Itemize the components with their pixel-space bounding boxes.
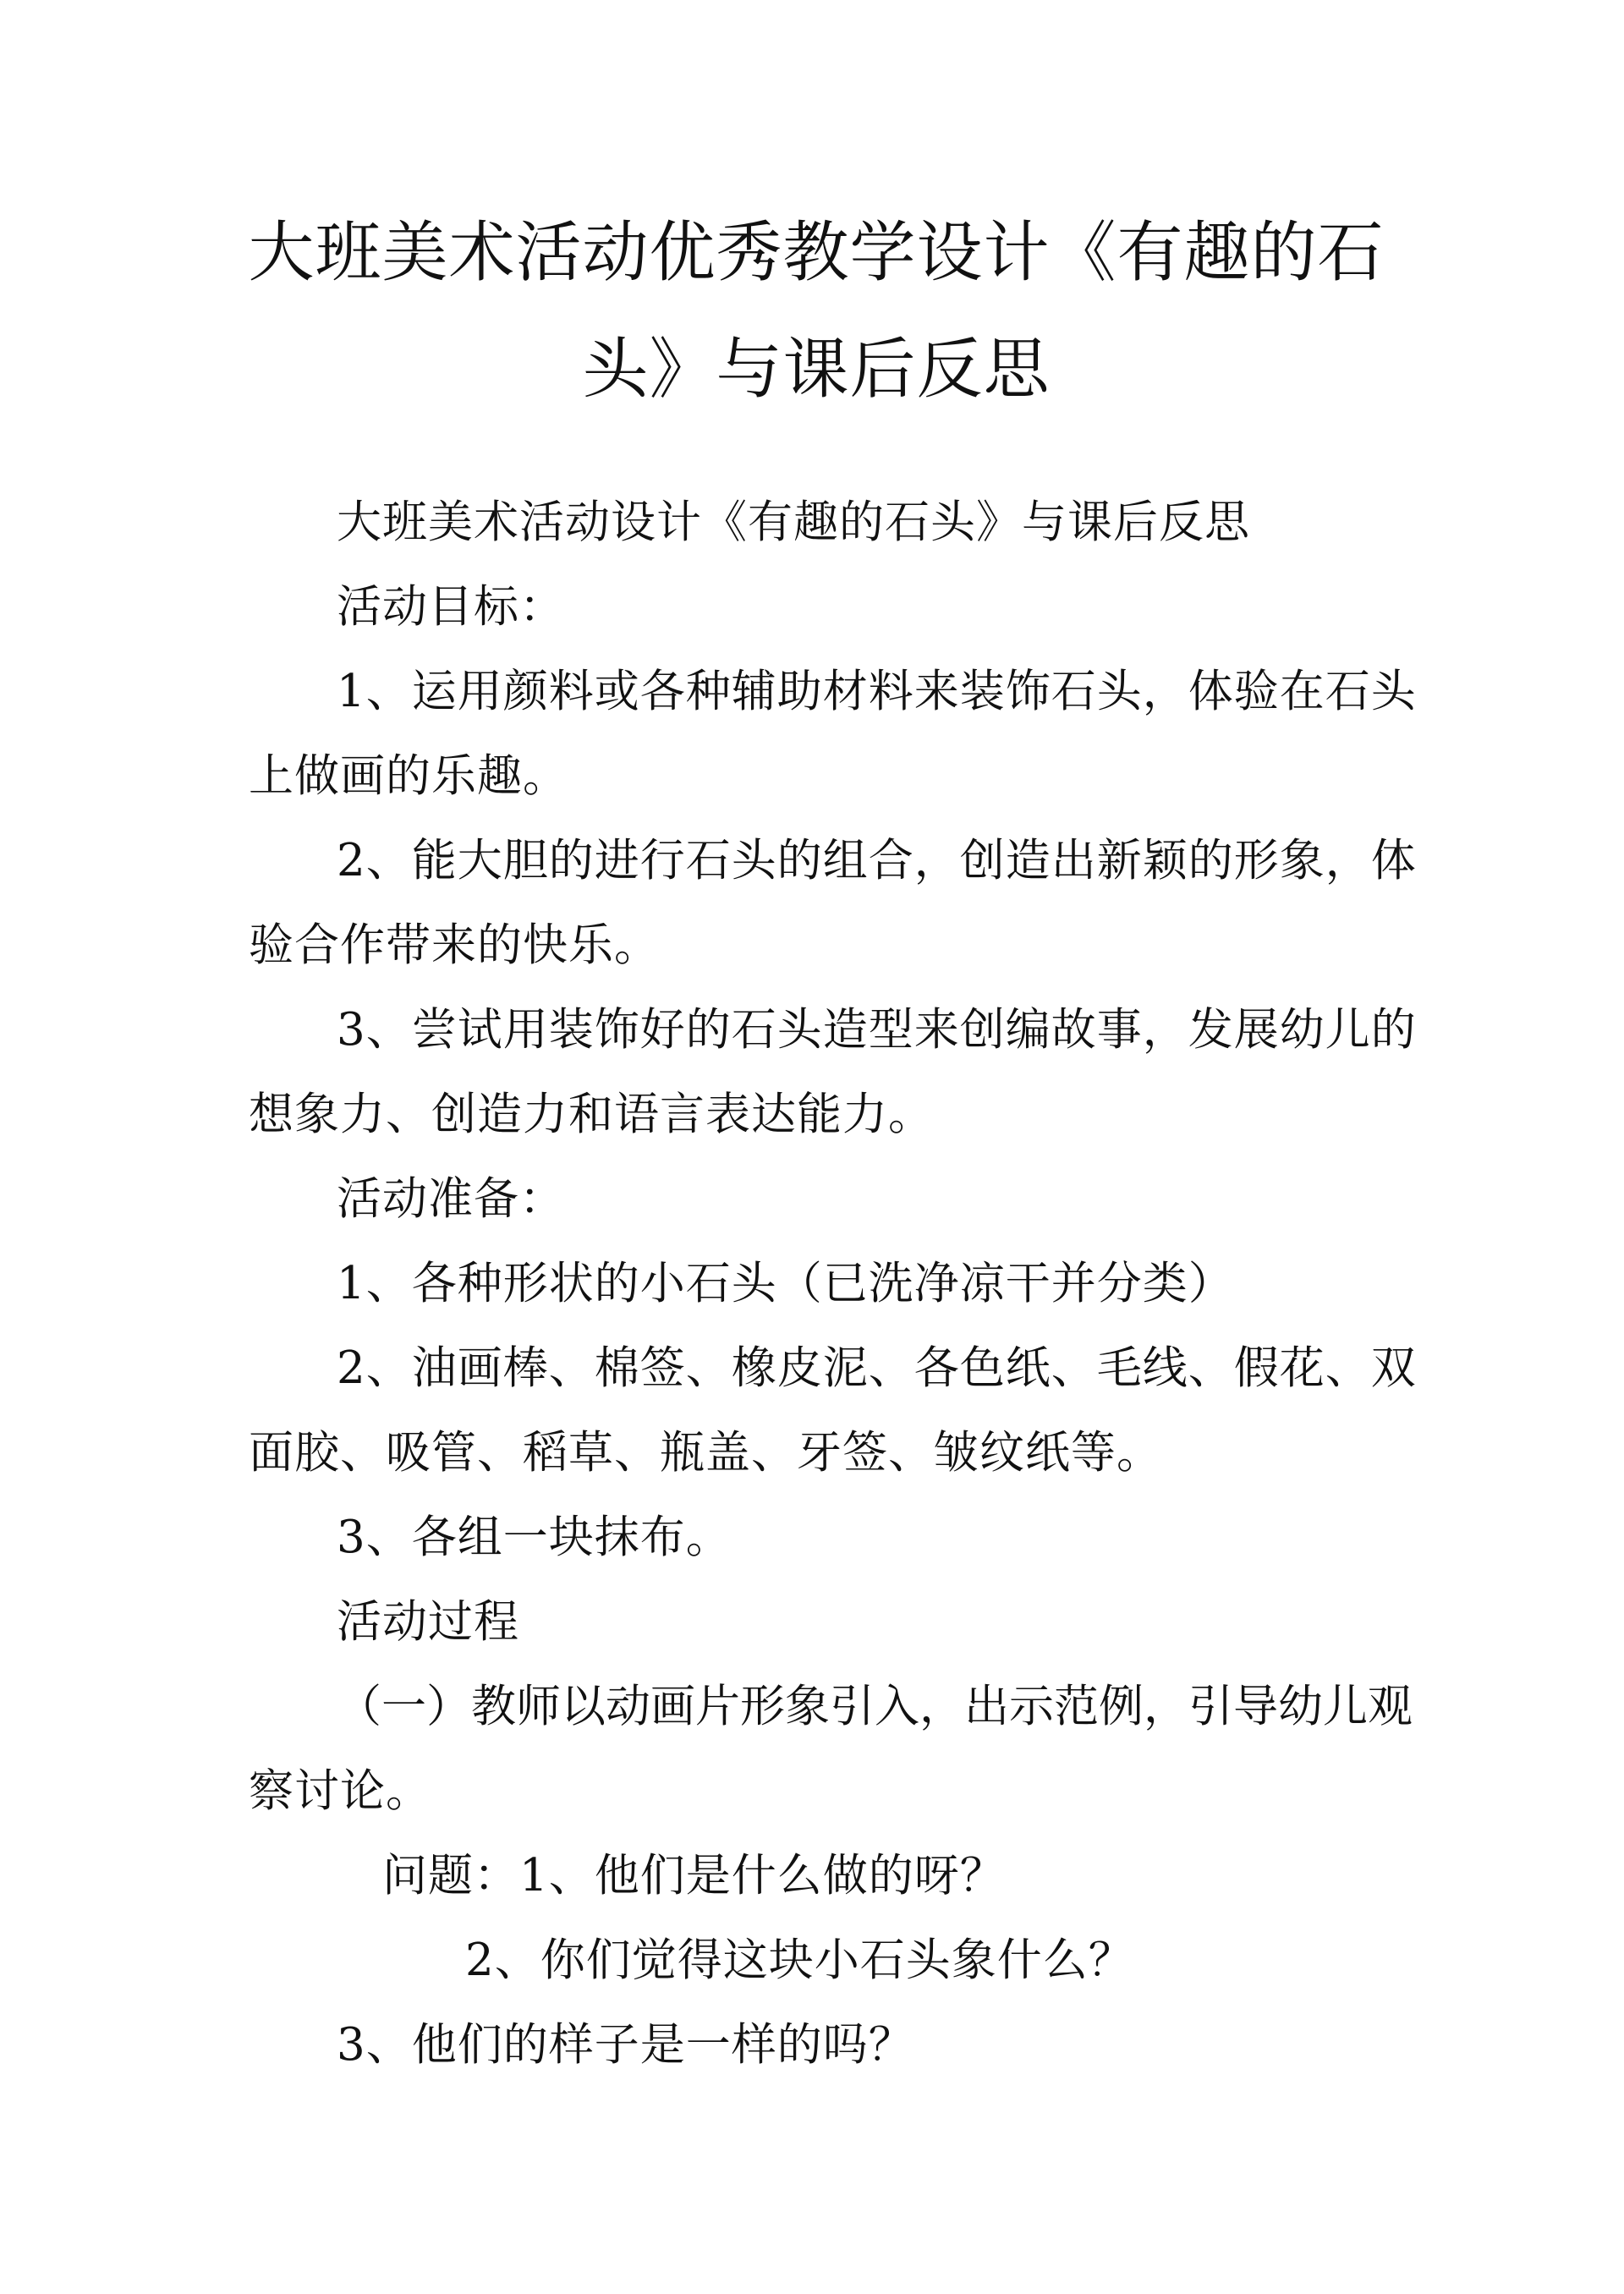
preparation-2-line-2: 面胶、吸管、稻草、瓶盖、牙签、皱纹纸等。 — [249, 1427, 1162, 1479]
preparation-3: 3、各组一块抹布。 — [337, 1512, 732, 1563]
goal-1-line-1: 1、运用颜料或各种辅助材料来装饰石头，体验在石头 — [337, 666, 1417, 717]
goal-2-line-2: 验合作带来的快乐。 — [249, 919, 660, 971]
document-title: 大班美术活动优秀教学设计《有趣的石头》与课后反思 — [248, 215, 1385, 408]
section-heading-preparation: 活动准备： — [337, 1173, 565, 1225]
goal-3-line-2: 想象力、创造力和语言表达能力。 — [249, 1089, 934, 1140]
question-3: 3、他们的样子是一样的吗？ — [337, 2019, 914, 2071]
process-step-1-line-1: （一）教师以动画片形象引入，出示范例，引导幼儿观 — [337, 1681, 1413, 1732]
goal-1-line-2: 上做画的乐趣。 — [249, 750, 568, 802]
question-2: 2、你们觉得这块小石头象什么？ — [465, 1935, 1134, 1986]
section-heading-process: 活动过程 — [337, 1596, 519, 1648]
section-heading-goals: 活动目标： — [337, 581, 565, 633]
question-1: 问题：1、他们是什么做的呀？ — [382, 1850, 1006, 1902]
goal-2-line-1: 2、能大胆的进行石头的组合，创造出新颖的形象，体 — [337, 835, 1417, 886]
preparation-2-line-1: 2、油画棒、棉签、橡皮泥、各色纸、毛线、假花、双 — [337, 1342, 1417, 1394]
subtitle-line: 大班美术活动设计《有趣的石头》与课后反思 — [337, 497, 1250, 548]
preparation-1: 1、各种形状的小石头（已洗净凉干并分类） — [337, 1258, 1234, 1309]
goal-3-line-1: 3、尝试用装饰好的石头造型来创编故事，发展幼儿的 — [337, 1004, 1417, 1056]
process-step-1-line-2: 察讨论。 — [249, 1765, 431, 1817]
